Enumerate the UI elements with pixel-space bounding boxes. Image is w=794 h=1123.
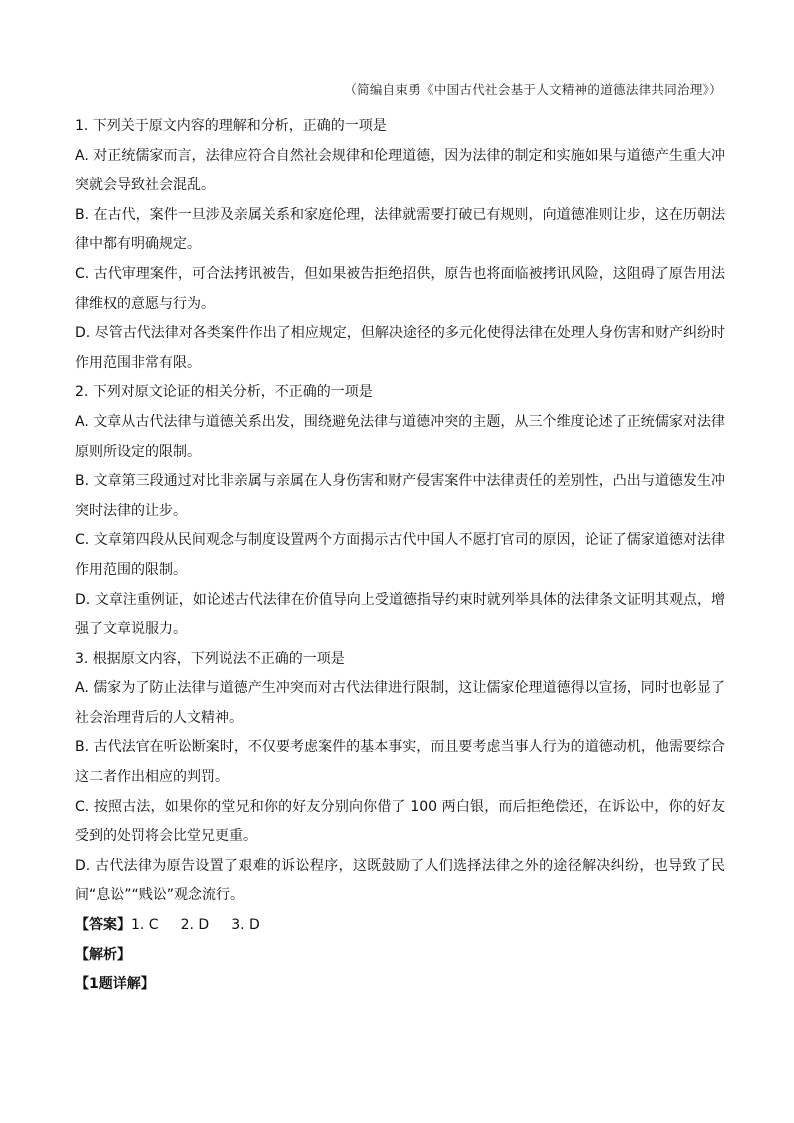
option-d: D. 尽管古代法律对各类案件作出了相应规定，但解决途径的多元化使得法律在处理人身伤害和财产纠纷时作用范围非常有限。 xyxy=(75,325,725,371)
answer-line xyxy=(75,911,725,941)
option-b: B. 在古代，案件一旦涉及亲属关系和家庭伦理，法律就需要打破已有规则，向道德准则让步，这在历朝法律中都有明确规定。 xyxy=(75,206,725,253)
question-stem: 3. 根据原文内容，下列说法不正确的一项是 xyxy=(75,650,345,667)
option-b: B. 古代法官在听讼断案时，不仅要考虑案件的基本事实，而且要考虑当事人行为的道德动机，他需要综合这二者作出相应的判罚。 xyxy=(75,739,725,786)
option-a: A. 文章从古代法律与道德关系出发，围绕避免法律与道德冲突的主题，从三个维度论述了正统儒家对法律原则所设定的限制。 xyxy=(75,413,725,460)
option-a: A. 对正统儒家而言，法律应符合自然社会规律和伦理道德，因为法律的制定和实施如果与道德产生重大冲突就会导致社会混乱。 xyxy=(75,147,725,194)
answer-item: 1. C xyxy=(131,917,159,934)
option-c: C. 按照古法，如果你的堂兄和你的好友分别向你借了 100 两白银，而后拒绝偿还，在诉讼中，你的好友受到的处罚将会比堂兄更重。 xyxy=(75,798,725,845)
source-citation: （简编自束勇《中国古代社会基于人文精神的道德法律共同治理》） xyxy=(344,82,722,97)
question-block xyxy=(75,645,725,911)
question-stem: 2. 下列对原文论证的相关分析，不正确的一项是 xyxy=(75,384,373,401)
option-c: C. 古代审理案件，可合法拷讯被告，但如果被告拒绝招供，原告也将面临被拷讯风险，这阻碍了原告用法律维权的意愿与行为。 xyxy=(75,265,725,312)
answer-label: 【答案】 xyxy=(75,917,131,934)
option-d: D. 古代法律为原告设置了艰难的诉讼程序，这既鼓励了人们选择法律之外的途径解决纠纷，也导致了民间“息讼”“贱讼”观念流行。 xyxy=(75,857,725,904)
analysis-label: 【解析】 xyxy=(75,946,131,963)
answer-item: 2. D xyxy=(180,917,210,934)
question-section xyxy=(75,112,725,1000)
question-block xyxy=(75,112,725,378)
question-stem: 1. 下列关于原文内容的理解和分析，正确的一项是 xyxy=(75,118,387,134)
option-d: D. 文章注重例证，如论述古代法律在价值导向上受道德指导约束时就列举具体的法律条文证明其观点，增强了文章说服力。 xyxy=(75,591,725,638)
answer-item: 3. D xyxy=(231,917,260,934)
option-c: C. 文章第四段从民间观念与制度设置两个方面揭示古代中国人不愿打官司的原因，论证了儒家道德对法律作用范围的限制。 xyxy=(75,532,725,578)
option-b: B. 文章第三段通过对比非亲属与亲属在人身伤害和财产侵害案件中法律责任的差别性，凸出与道德发生冲突时法律的让步。 xyxy=(75,473,725,519)
question-block xyxy=(75,378,725,644)
option-a: A. 儒家为了防止法律与道德产生冲突而对古代法律进行限制，这让儒家伦理道德得以宣扬，同时也彰显了社会治理背后的人文精神。 xyxy=(75,680,725,726)
detail-label: 【1题详解】 xyxy=(75,976,155,993)
